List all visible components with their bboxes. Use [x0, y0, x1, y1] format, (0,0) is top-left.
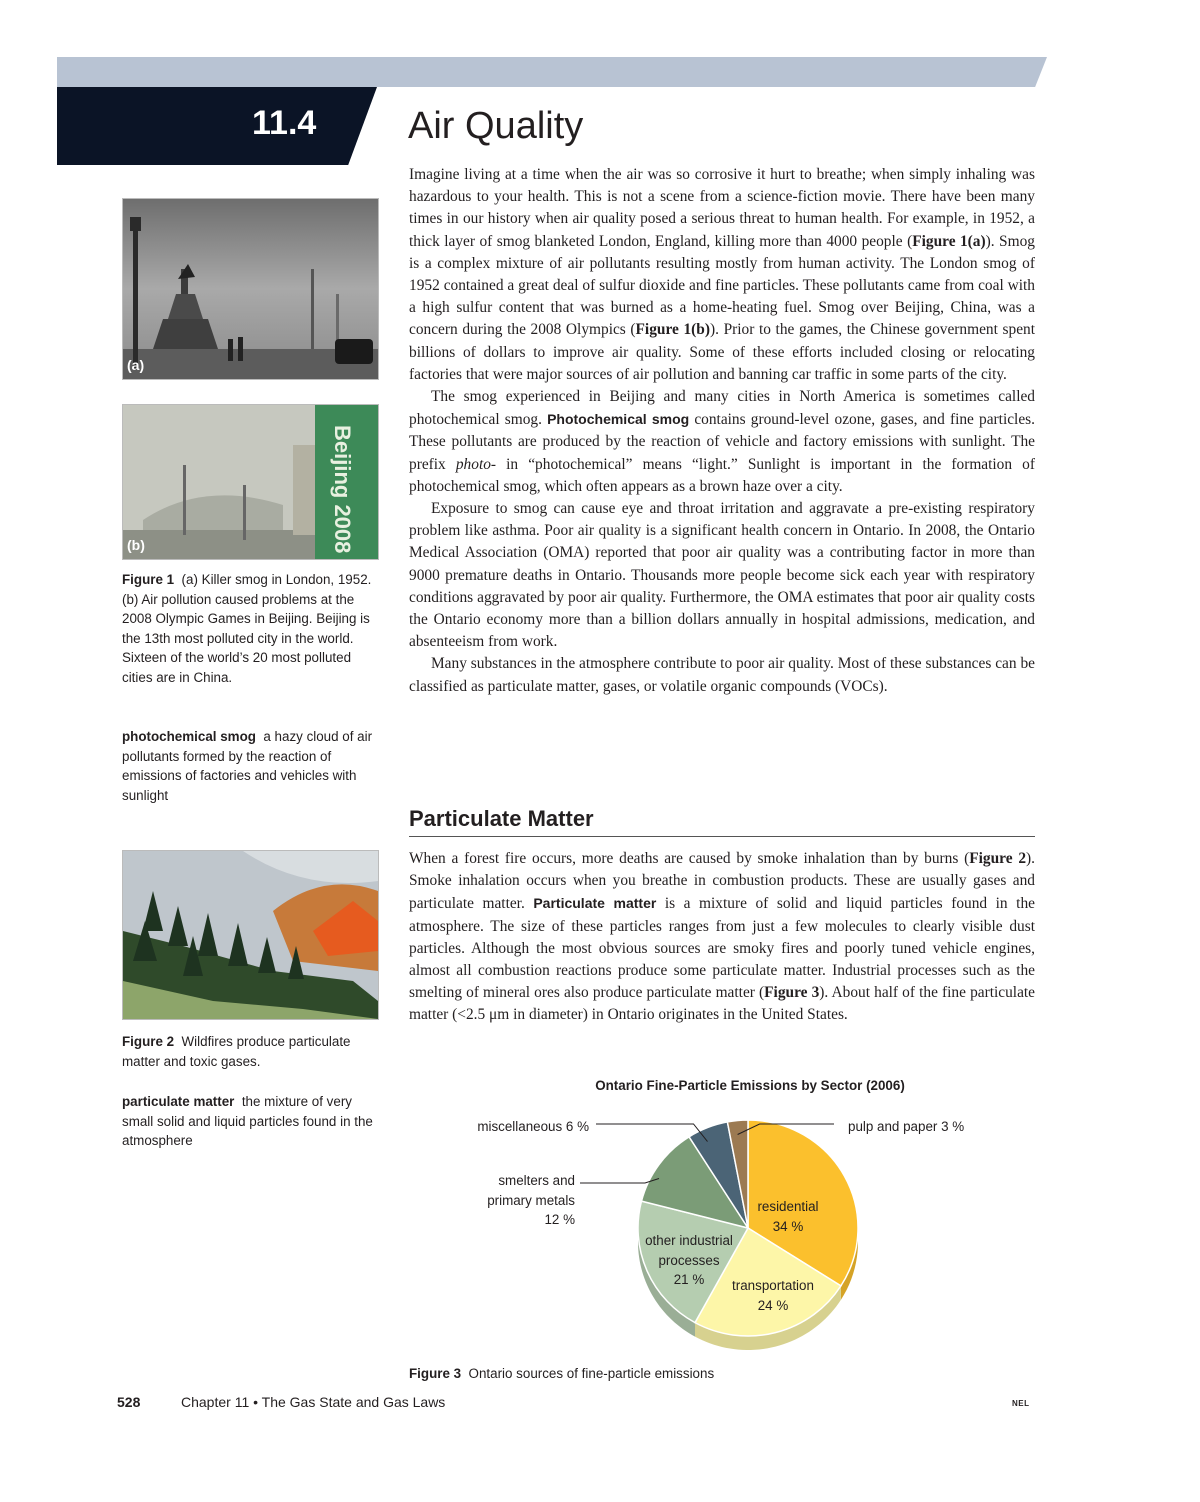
figure-3-reference[interactable]: Figure 3 — [764, 984, 820, 1002]
intro-paragraph-2: The smog experienced in Beijing and many cities in North America is sometimes called photochemical smog. Photochemical smog contains ground-level ozone, gases, and fine particles. These pollutants are produced by the reaction of vehicle and factory emissions with sunlight. The prefix photo- in “photochemical” means “light.” Sunlight is important in the formation of photochemical smog, which often appears as a brown haze over a city. — [409, 388, 1035, 495]
label-smelters: smelters and primary metals 12 % — [487, 1173, 575, 1227]
figure-1a-london-smog-photo — [122, 198, 379, 380]
term-photochemical-smog: Photochemical smog — [547, 411, 690, 428]
figure-1-caption: Figure 1 (a) Killer smog in London, 1952. (b) Air pollution caused problems at the 2008 Olympic Games in Beijing. Beijing is the 13th most polluted city in the world. Sixteen of the world’s 20 most polluted cities are in China. — [122, 572, 372, 685]
beijing-smog-image — [123, 405, 378, 559]
figure-1b-reference[interactable]: Figure 1(b) — [635, 321, 710, 339]
wildfire-image — [123, 851, 378, 1019]
publisher-mark: NEL — [1012, 1399, 1030, 1408]
definition-term: photochemical smog — [122, 729, 256, 744]
label-transportation: transportation 24 % — [732, 1278, 814, 1313]
section-number-box — [57, 87, 377, 165]
definition-particulate-matter — [122, 1092, 378, 1151]
label-pulp-paper: pulp and paper 3 % — [848, 1119, 965, 1134]
section-number: 11.4 — [252, 104, 317, 142]
leader-line-smelters-and-primary-metals — [580, 1179, 659, 1184]
particulate-matter-text — [409, 848, 1035, 1027]
definition-term: particulate matter — [122, 1094, 235, 1109]
header-band — [57, 57, 1047, 87]
label-other-industrial: other industrial processes 21 % — [645, 1233, 733, 1287]
label-miscellaneous: miscellaneous 6 % — [477, 1119, 589, 1134]
definition-text: a hazy cloud of air pollutants formed by the reaction of emissions of factories and vehicles with sunlight — [122, 729, 373, 803]
intro-paragraph-3: Exposure to smog can cause eye and throat irritation and aggravate a pre-existing respiratory problem like asthma. Poor air quality is a significant health concern in Ontario. In 2008, the Ontario Medical Association (OMA) reported that poor air quality was a contributing factor in more than 9000 premature deaths in Ontario. Thousands more people become sick each year with respiratory conditions aggravated by poor air quality. Furthermore, the OMA estimates that poor air quality costs the Ontario economy more than a billion dollars annually in hospital admissions, medication, and absenteeism from work. — [409, 500, 1035, 651]
figure-3-label: Figure 3 — [409, 1366, 462, 1381]
section-title: Air Quality — [408, 105, 584, 147]
main-text-column — [409, 164, 1035, 698]
intro-paragraph-1: Imagine living at a time when the air was so corrosive it hurt to breathe; when simply inhaling was hazardous to your health. This is not a scene from a science-fiction movie. There have been many times in our history when air quality posed a serious threat to human health. For example, in 1952, a thick layer of smog blanketed London, England, killing more than 4000 people (Figure 1(a)). Smog is a complex mixture of air pollutants resulting mostly from human activity. The London smog of 1952 contained a great deal of sulfur dioxide and fine particles. These pollutants came from coal with a high sulfur content that was burned as a home-heating fuel. Smog over Beijing, China, was a concern during the 2008 Olympics (Figure 1(b)). Prior to the games, the Chinese government spent billions of dollars to improve air quality. Some of these efforts included closing or relocating factories that were major sources of air pollution and banning car traffic in some parts of the city. — [409, 166, 1035, 383]
definition-photochemical-smog — [122, 727, 378, 805]
figure-1b-tag: (b) — [127, 537, 145, 553]
figure-1a-reference[interactable]: Figure 1(a) — [912, 232, 986, 250]
page-number: 528 — [117, 1394, 141, 1410]
beijing-banner-text: Beijing 2008 — [330, 425, 355, 554]
label-residential: residential 34 % — [757, 1199, 819, 1234]
figure-1-label: Figure 1 — [122, 572, 175, 587]
particulate-matter-heading: Particulate Matter — [409, 806, 1035, 837]
london-smog-image — [123, 199, 378, 379]
figure-2-label: Figure 2 — [122, 1034, 175, 1049]
term-particulate-matter: Particulate matter — [533, 895, 657, 912]
figure-2-reference[interactable]: Figure 2 — [969, 850, 1027, 867]
chapter-title: Chapter 11 • The Gas State and Gas Laws — [181, 1394, 446, 1410]
figure-2-caption: Figure 2 Wildfires produce particulate matter and toxic gases. — [122, 1034, 351, 1069]
intro-paragraph-4: Many substances in the atmosphere contribute to poor air quality. Most of these substances can be classified as particulate matter, gases, or volatile organic compounds (VOCs). — [409, 655, 1035, 695]
particulate-paragraph: When a forest fire occurs, more deaths are caused by smoke inhalation than by burns (Figure 2). Smoke inhalation occurs when you breathe in combustion products. These are usually gases and particulate matter. Particulate matter is a mixture of solid and liquid particles found in the atmosphere. The size of these particles ranges from just a few molecules to clearly visible dust particles. Although the most obvious sources are smoky fires and poorly tuned vehicle engines, almost all combustion reactions produce some particulate matter. Industrial processes such as the smelting of mineral ores also produce particulate matter (Figure 3). About half of the fine particulate matter (<2.5 μm in diameter) in Ontario originates in the United States. — [409, 850, 1036, 1024]
definition-text: the mixture of very small solid and liquid particles found in the atmosphere — [122, 1094, 373, 1148]
figure-1a-tag: (a) — [127, 357, 145, 373]
figure-2-wildfire-photo — [122, 850, 379, 1020]
figure-1b-beijing-smog-photo — [122, 404, 379, 560]
chart-title: Ontario Fine-Particle Emissions by Sector (2006) — [595, 1078, 905, 1093]
figure-3-caption: Figure 3 Ontario sources of fine-particle emissions — [409, 1366, 715, 1381]
